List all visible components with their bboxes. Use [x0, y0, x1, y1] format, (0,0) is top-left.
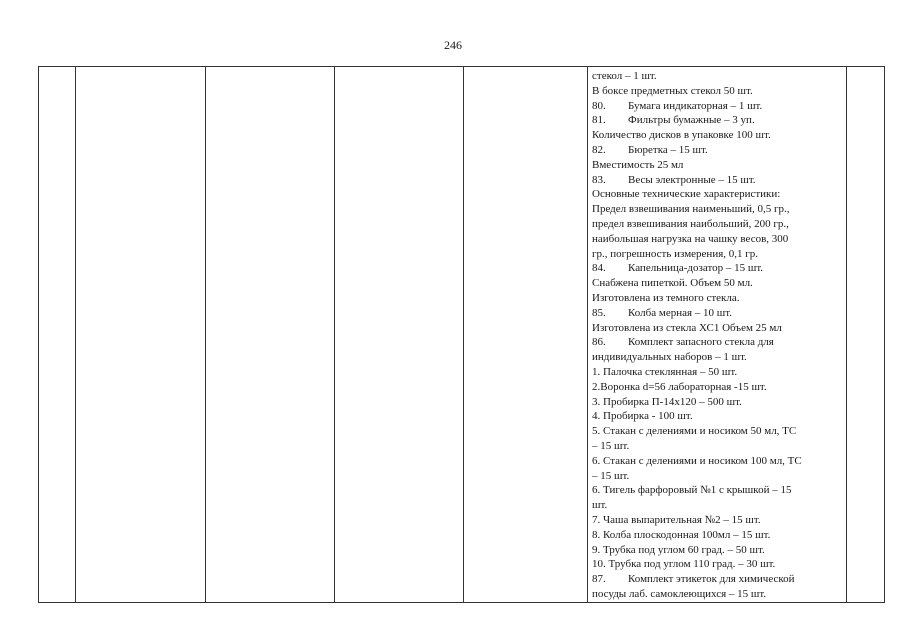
- line-text: предел взвешивания наибольший, 200 гр.,: [592, 217, 789, 230]
- description-line: [592, 350, 846, 365]
- item-number: 86.: [592, 336, 606, 349]
- description-line: [592, 483, 846, 498]
- description-line: [592, 380, 846, 395]
- table-row: [39, 67, 885, 603]
- table-cell-description: [588, 67, 847, 603]
- line-text: 6. Тигель фарфоровый №1 с крышкой – 15: [592, 484, 792, 497]
- description-line: [592, 143, 846, 158]
- line-text: Капельница-дозатор – 15 шт.: [628, 262, 764, 275]
- description-line: [592, 291, 846, 306]
- line-text: Основные технические характеристики:: [592, 188, 781, 201]
- line-text: – 15 шт.: [592, 439, 630, 452]
- description-line: [592, 513, 846, 528]
- table-cell-3: [206, 67, 335, 603]
- description-line: [592, 232, 846, 247]
- line-text: Комплект этикеток для химической: [628, 573, 795, 586]
- line-text: 4. Пробирка - 100 шт.: [592, 410, 693, 423]
- description-line: [592, 158, 846, 173]
- line-text: посуды лаб. самоклеющихся – 15 шт.: [592, 587, 767, 600]
- line-text: 9. Трубка под углом 60 град. – 50 шт.: [592, 543, 765, 556]
- item-number: 82.: [592, 143, 606, 156]
- description-lines: [588, 67, 846, 602]
- description-line: [592, 113, 846, 128]
- table-cell-5: [464, 67, 588, 603]
- line-text: – 15 шт.: [592, 469, 630, 482]
- item-number: 87.: [592, 573, 606, 586]
- description-line: [592, 335, 846, 350]
- description-line: [592, 276, 846, 291]
- description-line: [592, 469, 846, 484]
- item-number: 84.: [592, 262, 606, 275]
- description-line: [592, 202, 846, 217]
- description-line: [592, 572, 846, 587]
- description-line: [592, 409, 846, 424]
- item-number: 80.: [592, 99, 606, 112]
- table-cell-7: [847, 67, 885, 603]
- description-line: [592, 439, 846, 454]
- line-text: Колба мерная – 10 шт.: [628, 306, 732, 319]
- line-text: Вместимость 25 мл: [592, 158, 684, 171]
- description-line: [592, 247, 846, 262]
- description-line: [592, 99, 846, 114]
- line-text: 8. Колба плоскодонная 100мл – 15 шт.: [592, 528, 771, 541]
- line-text: Изготовлена из стекла ХС1 Объем 25 мл: [592, 321, 782, 334]
- line-text: Изготовлена из темного стекла.: [592, 291, 740, 304]
- description-line: [592, 557, 846, 572]
- description-line: [592, 173, 846, 188]
- description-line: [592, 543, 846, 558]
- description-line: [592, 187, 846, 202]
- page-number: 246: [444, 38, 462, 52]
- description-line: [592, 365, 846, 380]
- item-number: 83.: [592, 173, 606, 186]
- line-text: шт.: [592, 499, 608, 512]
- description-line: [592, 84, 846, 99]
- line-text: 3. Пробирка П-14х120 – 500 шт.: [592, 395, 742, 408]
- line-text: Количество дисков в упаковке 100 шт.: [592, 129, 771, 142]
- line-text: Снабжена пипеткой. Объем 50 мл.: [592, 277, 753, 290]
- description-line: [592, 498, 846, 513]
- description-line: [592, 587, 846, 602]
- line-text: Предел взвешивания наименьший, 0,5 гр.,: [592, 203, 790, 216]
- table-cell-2: [76, 67, 206, 603]
- description-line: [592, 395, 846, 410]
- table-cell-1: [39, 67, 76, 603]
- line-text: Бюретка – 15 шт.: [628, 143, 708, 156]
- line-text: 5. Стакан с делениями и носиком 50 мл, ТС: [592, 425, 797, 438]
- item-number: 85.: [592, 306, 606, 319]
- description-line: [592, 306, 846, 321]
- specification-table: [38, 66, 885, 603]
- description-line: [592, 217, 846, 232]
- description-line: [592, 261, 846, 276]
- description-line: [592, 321, 846, 336]
- line-text: 1. Палочка стеклянная – 50 шт.: [592, 365, 738, 378]
- line-text: индивидуальных наборов – 1 шт.: [592, 351, 747, 364]
- line-text: 6. Стакан с делениями и носиком 100 мл, ТС: [592, 454, 802, 467]
- line-text: гр., погрешность измерения, 0,1 гр.: [592, 247, 759, 260]
- description-line: [592, 528, 846, 543]
- line-text: Весы электронные – 15 шт.: [628, 173, 756, 186]
- line-text: стекол – 1 шт.: [592, 70, 657, 82]
- line-text: 10. Трубка под углом 110 град. – 30 шт.: [592, 558, 776, 571]
- description-line: [592, 424, 846, 439]
- line-text: наибольшая нагрузка на чашку весов, 300: [592, 232, 789, 245]
- description-line: [592, 128, 846, 143]
- line-text: 7. Чаша выпарительная №2 – 15 шт.: [592, 513, 761, 526]
- item-number: 81.: [592, 114, 606, 127]
- line-text: Комплект запасного стекла для: [628, 336, 774, 349]
- line-text: Фильтры бумажные – 3 уп.: [628, 114, 755, 127]
- table-cell-4: [335, 67, 464, 603]
- line-text: Бумага индикаторная – 1 шт.: [628, 99, 763, 112]
- line-text: 2.Воронка d=56 лабораторная -15 шт.: [592, 380, 767, 393]
- description-line: [592, 454, 846, 469]
- description-line: [592, 69, 846, 84]
- line-text: В боксе предметных стекол 50 шт.: [592, 84, 753, 97]
